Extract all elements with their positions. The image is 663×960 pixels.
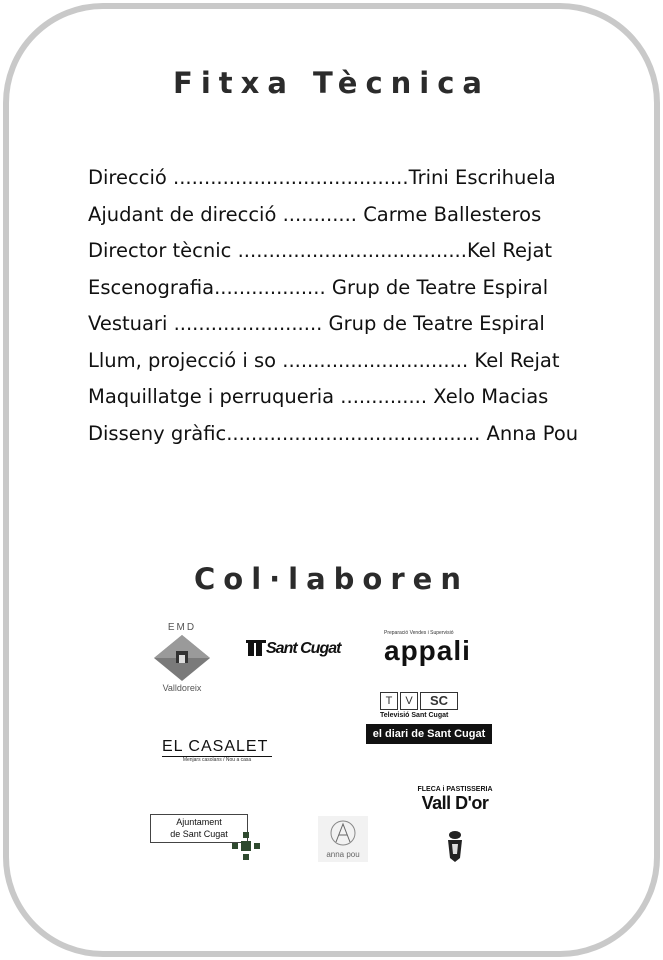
credit-dots: ......................................... (226, 421, 487, 445)
santcugat-logo (246, 634, 346, 666)
el-casalet-logo (162, 738, 272, 772)
technical-sheet-heading: Fitxa Tècnica (173, 66, 490, 100)
vall-dor-emblem-icon (445, 830, 465, 864)
credit-role: Escenografia (88, 275, 215, 299)
anna-pou-text: anna pou (326, 850, 360, 859)
credit-role: Direcció (88, 166, 167, 189)
credits-list (88, 160, 588, 452)
credit-role: Ajudant de direcció (88, 202, 277, 226)
tvsc-sc: SC (420, 692, 458, 710)
credit-name: Xelo Macias (433, 385, 549, 408)
casalet-caption: Menjars casolans / Nou a casa (182, 757, 252, 763)
emd-label: EMD (167, 622, 197, 633)
credit-dots: ........................ (167, 312, 329, 335)
credit-name: Grup de Teatre Espiral (331, 275, 549, 299)
credit-dots: .............................. (276, 348, 475, 372)
tvsc-logo (366, 692, 494, 746)
tvsc-v: V (400, 692, 418, 710)
content-card (3, 3, 660, 957)
tvsc-mark (380, 692, 458, 710)
credit-role: Llum, projecció i so (88, 348, 277, 372)
credit-row (88, 270, 588, 307)
ajuntament-logo (150, 814, 268, 864)
credit-row (88, 416, 588, 453)
tvsc-t: T (380, 692, 398, 710)
anna-pou-mark-icon (318, 816, 368, 850)
appali-text: appali (384, 635, 471, 666)
credit-row (88, 379, 588, 416)
credit-row (88, 160, 588, 197)
credit-name: Grup de Teatre Espiral (328, 312, 545, 335)
credit-name: Kel Rejat (474, 348, 560, 372)
credit-name: Kel Rejat (466, 239, 553, 262)
credit-name: Carme Ballesteros (363, 202, 542, 226)
credit-role: Maquillatge i perruqueria (88, 385, 335, 408)
credit-row (88, 233, 588, 270)
appali-logo (384, 630, 494, 670)
credit-role: Director tècnic (88, 239, 232, 262)
credit-dots: ...................................... (166, 166, 409, 189)
credit-name: Trini Escrihuela (408, 166, 556, 189)
vall-dor-logo (410, 786, 500, 866)
emd-valldoreix-logo (150, 622, 214, 702)
credit-dots: .............. (334, 385, 434, 408)
credit-dots: ............ (276, 202, 364, 226)
credit-name: Anna Pou (486, 421, 579, 445)
santcugat-text: Sant Cugat (266, 640, 341, 657)
ajuntament-cross-icon (230, 830, 262, 862)
anna-pou-logo (318, 816, 368, 862)
ajuntament-line1: Ajuntament (176, 817, 222, 827)
emd-diamond-icon (150, 633, 214, 683)
vall-dor-text: Vall D'or (421, 793, 489, 813)
credit-row (88, 197, 588, 234)
credit-row (88, 343, 588, 380)
ajuntament-line2: de Sant Cugat (170, 829, 228, 839)
credit-dots: .................. (214, 275, 332, 299)
vall-dor-caption: FLECA i PASTISSERIA (417, 786, 493, 793)
collaborators-heading: Col·laboren (194, 562, 469, 596)
credit-role: Disseny gràfic (88, 421, 227, 445)
appali-caption: Preparació Vendes i Supervisió (384, 630, 454, 636)
tvsc-caption: Televisió Sant Cugat (380, 712, 449, 719)
diari-banner: el diari de Sant Cugat (366, 724, 492, 744)
casalet-text: EL CASALET (162, 738, 272, 757)
credit-dots: ..................................... (231, 239, 467, 262)
credit-role: Vestuari (88, 312, 168, 335)
credit-row (88, 306, 588, 343)
emd-caption: Valldoreix (162, 683, 202, 693)
